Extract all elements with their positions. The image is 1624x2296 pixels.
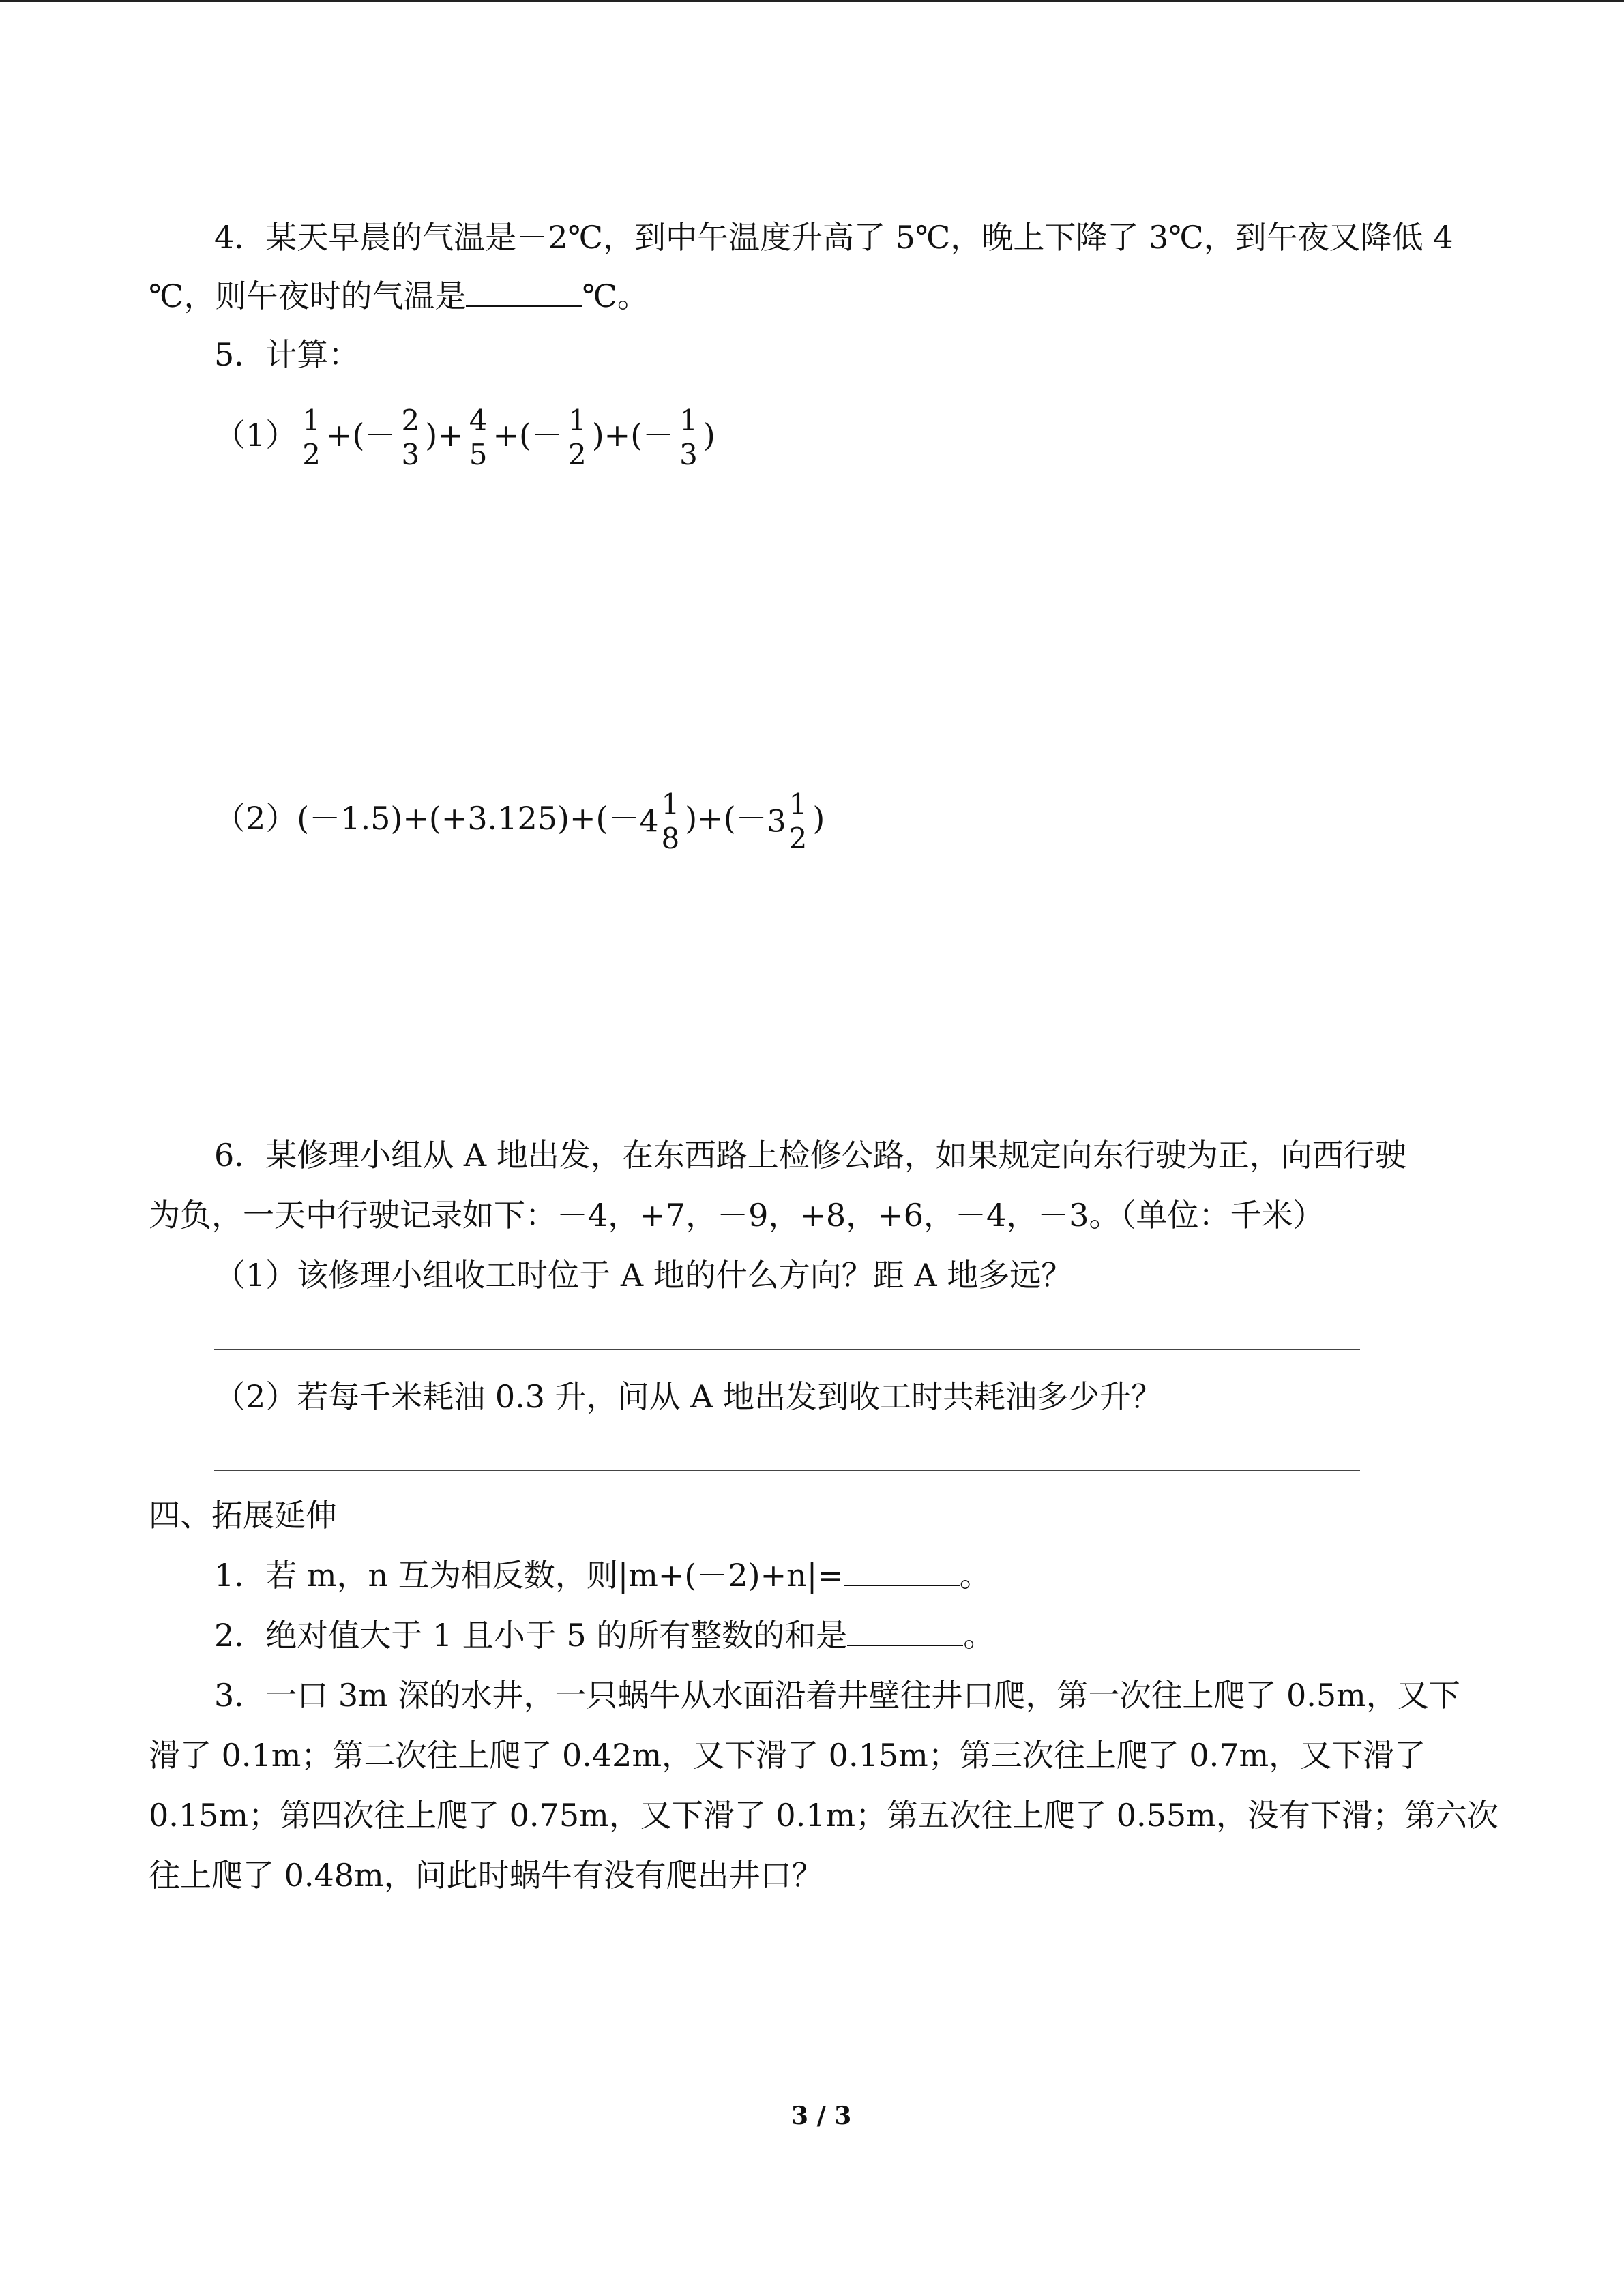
q5-part1 (214, 401, 715, 472)
s4-q2-end: 。 (963, 1617, 995, 1654)
fraction: 1 2 (567, 404, 587, 471)
q6-sub2: （2）若每千米耗油 0.3 升，问从 A 地出发到收工时共耗油多少升？ (214, 1378, 1163, 1415)
q5-title: 5．计算： (214, 336, 360, 373)
q5-p1-op3: +(－ (492, 417, 563, 453)
q6-line2: 为负，一天中行驶记录如下：－4，+7，－9，+8，+6，－4，－3。（单位：千米） (149, 1197, 1325, 1234)
q5-p2-text2: )+(－ (685, 800, 767, 837)
q5-part2 (214, 784, 825, 856)
s4-q2-text: 2．绝对值大于 1 且小于 5 的所有整数的和是 (214, 1617, 848, 1654)
s4-q2 (214, 1615, 994, 1656)
q4-line2-unit: ℃。 (582, 278, 649, 314)
s4-q3-line1: 3．一口 3m 深的水井，一只蜗牛从水面沿着井壁往井口爬，第一次往上爬了 0.5m，又下 (214, 1677, 1460, 1714)
page-number: 3 / 3 (791, 2102, 852, 2130)
q4-line1: 4．某天早晨的气温是－2℃，到中午温度升高了 5℃，晚上下降了 3℃，到午夜又降低 4 (214, 219, 1453, 256)
s4-q2-answer-blank[interactable] (847, 1616, 963, 1646)
q6-sub1: （1）该修理小组收工时位于 A 地的什么方向？距 A 地多远？ (214, 1257, 1073, 1294)
q5-p1-label: （1） (214, 417, 297, 453)
q5-p1-op4: )+(－ (591, 417, 675, 453)
q6-answer-line-2[interactable] (214, 1470, 1360, 1471)
q5-p1-op5: ) (703, 417, 715, 453)
q5-p1-op1: +(－ (326, 417, 396, 453)
fraction: 2 3 (401, 404, 420, 471)
q6-answer-line-1[interactable] (214, 1349, 1360, 1350)
s4-q1 (214, 1555, 991, 1596)
section4-heading: 四、拓展延伸 (149, 1497, 337, 1534)
q5-p2-label: （2） (214, 800, 297, 837)
s4-q1-answer-blank[interactable] (844, 1556, 960, 1586)
s4-q1-text: 1．若 m，n 互为相反数，则|m+(－2)+n|= (214, 1557, 844, 1594)
s4-q3-line3: 0.15m；第四次往上爬了 0.75m，又下滑了 0.1m；第五次往上爬了 0.55m，没有下滑；第六次 (149, 1797, 1498, 1834)
s4-q1-end: 。 (959, 1557, 991, 1594)
q6-line1: 6．某修理小组从 A 地出发，在东西路上检修公路，如果规定向东行驶为正，向西行驶 (214, 1137, 1406, 1174)
mixed-number: 3 1 2 (767, 788, 808, 856)
s4-q3-line4: 往上爬了 0.48m，问此时蜗牛有没有爬出井口？ (149, 1857, 823, 1894)
fraction: 1 3 (679, 404, 698, 471)
fraction: 4 5 (469, 404, 488, 471)
top-border (0, 0, 1624, 2)
fraction: 1 2 (302, 404, 321, 471)
q4-line2 (149, 275, 649, 316)
q5-p1-op2: )+ (425, 417, 464, 453)
q5-p2-text1: (－1.5)+(+3.125)+(－ (297, 800, 640, 837)
q5-p2-text3: ) (812, 800, 825, 837)
mixed-number: 4 1 8 (639, 788, 680, 856)
q4-line2-text: ℃，则午夜时的气温是 (149, 278, 467, 314)
s4-q3-line2: 滑了 0.1m；第二次往上爬了 0.42m，又下滑了 0.15m；第三次往上爬了 0.7m，又下滑了 (149, 1737, 1426, 1774)
q4-answer-blank[interactable] (466, 277, 582, 307)
